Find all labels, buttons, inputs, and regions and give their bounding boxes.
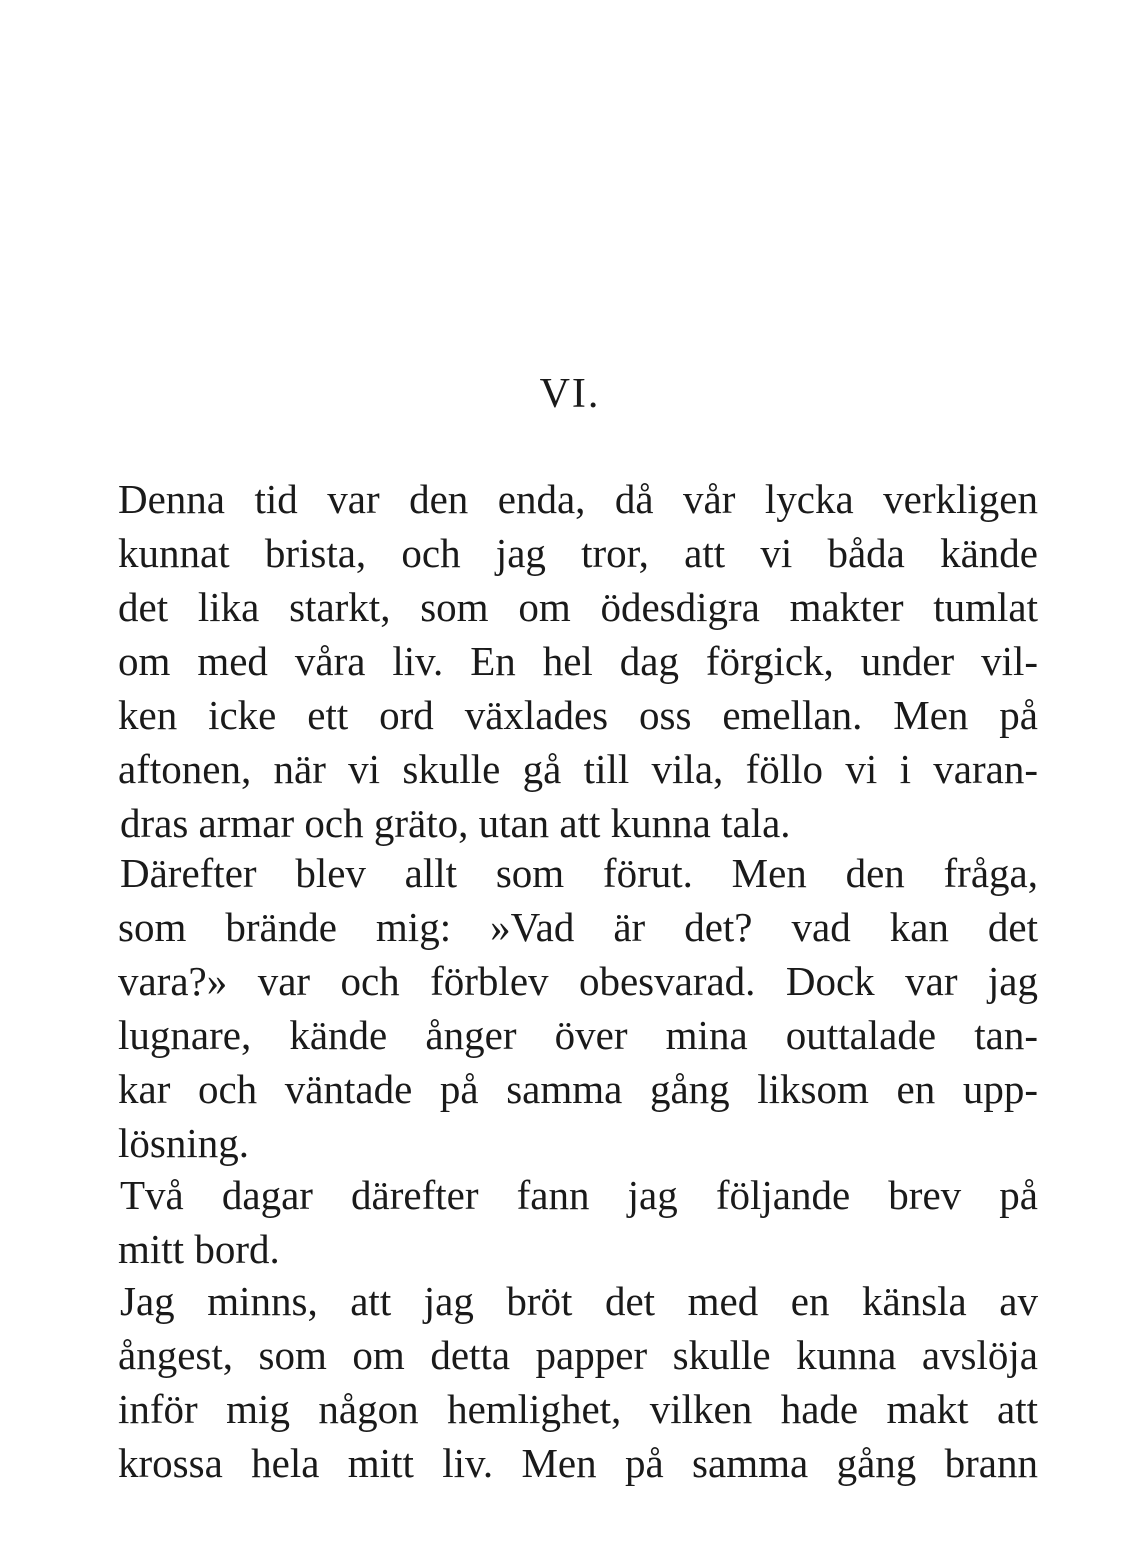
text-line: det lika starkt, som om ödesdigra makter tumlat: [118, 584, 1038, 630]
text-line: mitt bord.: [118, 1226, 280, 1272]
text-line: Därefter blev allt som förut. Men den fråga,: [120, 850, 1038, 896]
text-line: Jag minns, att jag bröt det med en känsla av: [120, 1278, 1038, 1324]
text-line: ken icke ett ord växlades oss emellan. Men på: [118, 692, 1038, 738]
paragraph-3: [118, 1168, 1038, 1276]
paragraph-4: [118, 1274, 1038, 1490]
text-line: ångest, som om detta papper skulle kunna avslöja: [118, 1332, 1038, 1378]
paragraph-2: [118, 846, 1038, 1170]
text-line: Två dagar därefter fann jag följande brev på: [120, 1172, 1038, 1218]
text-line: Denna tid var den enda, då vår lycka verkligen: [118, 476, 1038, 522]
text-line: inför mig någon hemlighet, vilken hade makt att: [118, 1386, 1038, 1432]
text-line: kar och väntade på samma gång liksom en upp-: [118, 1066, 1038, 1112]
text-line: som brände mig: »Vad är det? vad kan det: [118, 904, 1038, 950]
chapter-heading: VI.: [539, 371, 601, 417]
text-line: lugnare, kände ånger över mina outtalade tan-: [118, 1012, 1038, 1058]
paragraph-1: [118, 472, 1038, 850]
text-line: vara?» var och förblev obesvarad. Dock var jag: [118, 958, 1038, 1004]
text-line: dras armar och gräto, utan att kunna tala.: [120, 800, 791, 846]
text-line: krossa hela mitt liv. Men på samma gång brann: [118, 1440, 1038, 1486]
text-line: om med våra liv. En hel dag förgick, under vil-: [118, 638, 1038, 684]
text-line: lösning.: [118, 1120, 249, 1166]
text-line: aftonen, när vi skulle gå till vila, föllo vi i varan-: [118, 746, 1038, 792]
text-line: kunnat brista, och jag tror, att vi båda kände: [118, 530, 1038, 576]
